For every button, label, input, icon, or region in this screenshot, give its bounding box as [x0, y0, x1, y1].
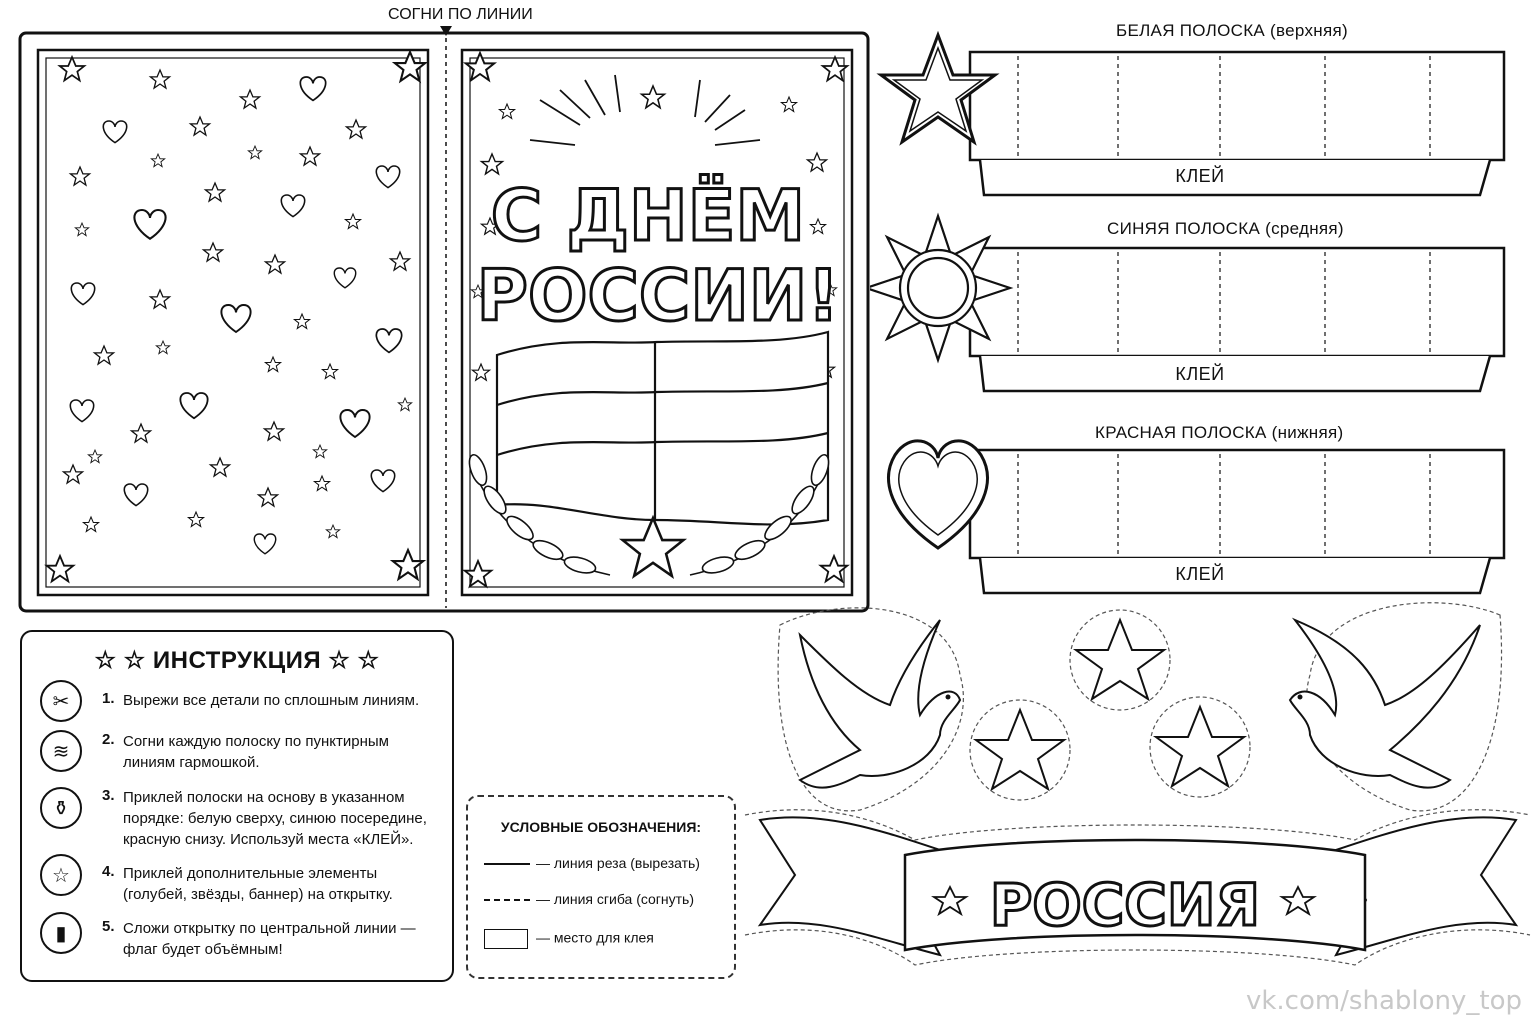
step-text: Сложи открытку по центральной линии — флаг будет объёмным! — [123, 920, 416, 958]
step-text: Приклей дополнительные элементы (голубей, звёзды, баннер) на открытку. — [123, 865, 393, 903]
front-title-line1: С ДНЁМ — [490, 175, 806, 257]
banner-text: РОССИЯ — [989, 871, 1261, 939]
dove-right-icon — [1290, 603, 1502, 811]
glue-label-white: КЛЕЙ — [1175, 166, 1225, 186]
extras-artwork — [740, 595, 1536, 995]
strips-artwork — [870, 0, 1536, 600]
solid-line-icon — [484, 863, 530, 865]
scissors-icon: ✂ — [40, 680, 82, 722]
legend-cut-line: — линия реза (вырезать) — [484, 855, 700, 871]
legend-fold-line: — линия сгиба (согнуть) — [484, 891, 694, 907]
legend-glue-area: — место для клея — [484, 929, 654, 949]
watermark: vk.com/shablony_top — [1245, 986, 1522, 1016]
dashed-line-icon — [484, 899, 530, 901]
step-number: 2. — [102, 731, 115, 748]
title-stars-left-icon: ☆ ☆ — [94, 647, 153, 674]
russia-banner — [745, 810, 1530, 965]
glue-label-red: КЛЕЙ — [1175, 564, 1225, 584]
legend-panel — [466, 795, 736, 979]
greeting-card — [0, 0, 880, 620]
strip-title-red: КРАСНАЯ ПОЛОСКА (нижняя) — [1095, 423, 1344, 442]
extra-elements — [740, 595, 1536, 995]
star-icon: ☆ — [40, 854, 82, 896]
glue-bottle-icon: ⚱ — [40, 787, 82, 829]
front-title-line2: РОССИИ! — [476, 255, 840, 337]
fold-line-label: СОГНИ ПО ЛИНИИ — [388, 6, 533, 23]
card-artwork — [0, 0, 880, 620]
strip-title-white: БЕЛАЯ ПОЛОСКА (верхняя) — [1116, 21, 1348, 40]
step-number: 3. — [102, 787, 115, 804]
glue-label-blue: КЛЕЙ — [1175, 364, 1225, 384]
flag-drawing — [497, 332, 828, 524]
accordion-fold-icon: ≋ — [40, 730, 82, 772]
instructions-title: ☆ ☆ ИНСТРУКЦИЯ ☆ ☆ — [94, 647, 380, 674]
strip-sun-decor — [870, 216, 1010, 360]
strips-area — [870, 0, 1536, 600]
title-stars-right-icon: ☆ ☆ — [321, 647, 380, 674]
step-text: Приклей полоски на основу в указанном порядке: белую сверху, синюю посередине, красную снизу. Используй места «КЛЕЙ». — [123, 789, 427, 848]
step-number: 4. — [102, 863, 115, 880]
legend-title: УСЛОВНЫЕ ОБОЗНАЧЕНИЯ: — [500, 819, 702, 835]
step-text: Вырежи все детали по сплошным линиям. — [123, 692, 420, 709]
step-text: Согни каждую полоску по пунктирным линиям гармошкой. — [123, 733, 389, 771]
glue-box-icon — [484, 929, 528, 949]
step-number: 1. — [102, 690, 115, 707]
step-number: 5. — [102, 918, 115, 935]
strip-title-blue: СИНЯЯ ПОЛОСКА (средняя) — [1107, 219, 1344, 238]
instructions-panel — [20, 630, 454, 982]
folded-card-icon: ▮ — [40, 912, 82, 954]
dove-left-icon — [778, 608, 963, 811]
